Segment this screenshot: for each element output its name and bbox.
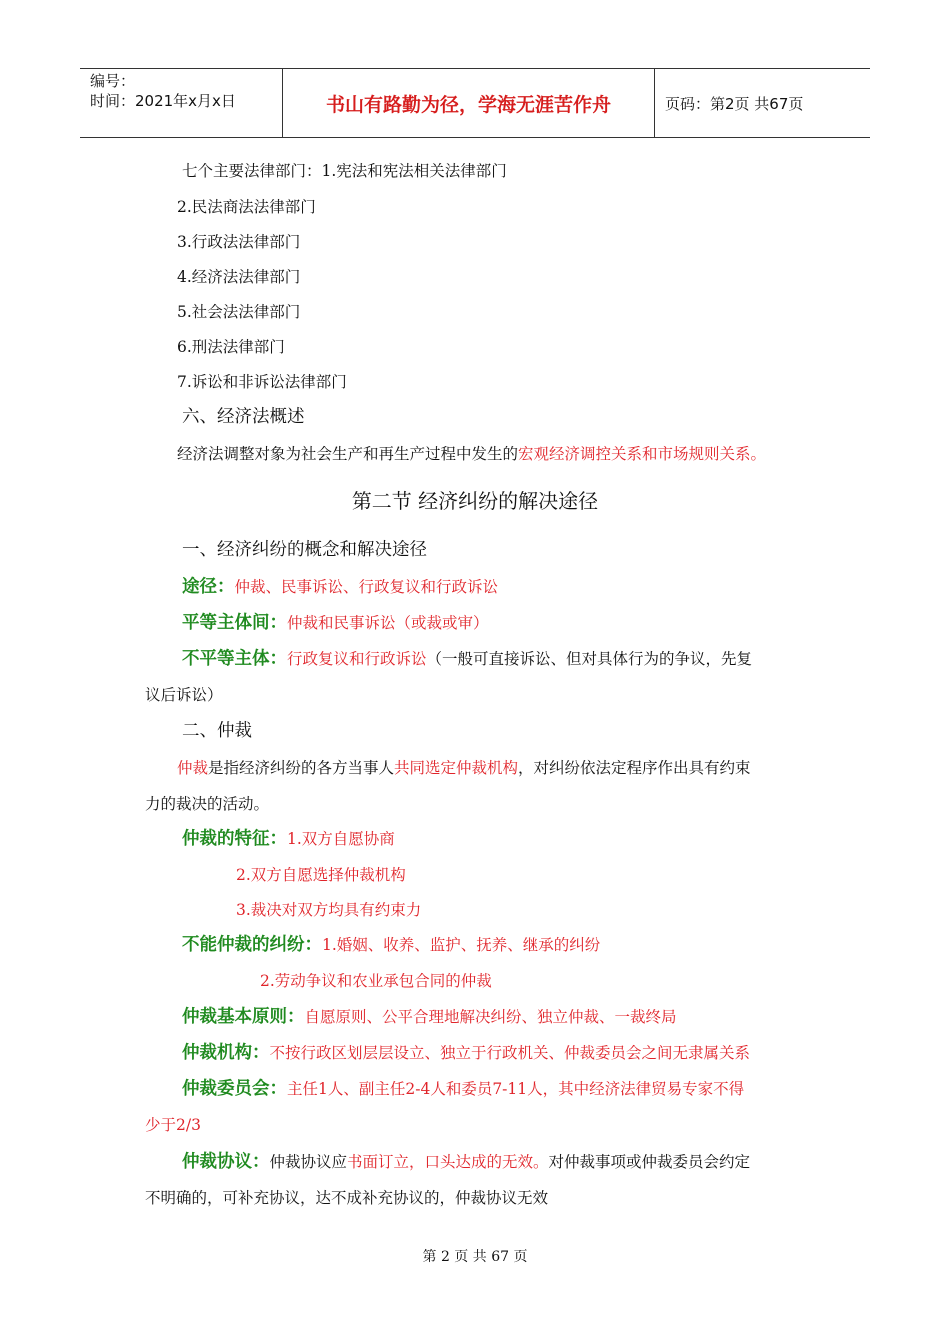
- non-arbitrable-item: 2.劳动争议和农业承包合同的仲裁: [260, 972, 492, 990]
- arbitration-definition: 仲裁是指经济纠纷的各方当事人共同选定仲裁机构，对纠纷依法定程序作出具有约束: [177, 759, 751, 777]
- law-department-item: 4.经济法法律部门: [177, 268, 301, 286]
- unequal-parties-continued: 议后诉讼）: [145, 686, 223, 704]
- document-time-label: 时间：2021年x月x日: [90, 92, 236, 110]
- arbitration-committee-continued: 少于2/3: [145, 1116, 201, 1134]
- arbitration-feature-item: 3.裁决对双方均具有约束力: [236, 901, 422, 919]
- law-department-item: 7.诉讼和非诉讼法律部门: [177, 373, 347, 391]
- equal-parties: 平等主体间：仲裁和民事诉讼（或裁或审）: [182, 613, 489, 633]
- heading-economic-law-overview: 六、经济法概述: [182, 407, 305, 427]
- page-header: [80, 68, 870, 138]
- section-title: 第二节 经济纠纷的解决途径: [351, 489, 599, 513]
- arbitration-feature-item: 2.双方自愿选择仲裁机构: [236, 866, 406, 884]
- non-arbitrable-disputes: 不能仲裁的纠纷：1.婚姻、收养、监护、抚养、继承的纠纷: [182, 935, 601, 955]
- document-number-label: 编号：: [90, 72, 136, 90]
- arbitration-institution: 仲裁机构：不按行政区划层层设立、独立于行政机关、仲裁委员会之间无隶属关系: [182, 1043, 751, 1063]
- page-footer: 第 2 页 共 67 页: [422, 1249, 528, 1265]
- header-meta: [80, 69, 282, 137]
- unequal-parties: 不平等主体：行政复议和行政诉讼（一般可直接诉讼、但对具体行为的争议，先复: [182, 649, 753, 669]
- arbitration-committee: 仲裁委员会：主任1人、副主任2-4人和委员7-11人，其中经济法律贸易专家不得: [182, 1079, 745, 1099]
- resolution-paths: 途径：仲裁、民事诉讼、行政复议和行政诉讼: [182, 577, 499, 597]
- law-department-item: 6.刑法法律部门: [177, 338, 285, 356]
- law-department-item: 2.民法商法法律部门: [177, 198, 316, 216]
- arbitration-agreement-continued: 不明确的，可补充协议，达不成补充协议的，仲裁协议无效: [145, 1189, 549, 1207]
- arbitration-principles: 仲裁基本原则：自愿原则、公平合理地解决纠纷、独立仲裁、一裁终局: [182, 1007, 677, 1027]
- arbitration-definition-continued: 力的裁决的活动。: [145, 795, 270, 813]
- economic-law-definition: 经济法调整对象为社会生产和再生产过程中发生的宏观经济调控关系和市场规则关系。: [177, 445, 767, 463]
- arbitration-agreement: 仲裁协议：仲裁协议应书面订立，口头达成的无效。对仲裁事项或仲裁委员会约定: [182, 1152, 751, 1172]
- header-slogan: 书山有路勤为径，学海无涯苦作舟: [282, 69, 655, 137]
- heading-dispute-resolution: 一、经济纠纷的概念和解决途径: [182, 540, 427, 560]
- header-page-info: 页码：第2页 共67页: [665, 94, 804, 113]
- law-departments-intro: 七个主要法律部门：1.宪法和宪法相关法律部门: [182, 162, 507, 180]
- arbitration-features: 仲裁的特征：1.双方自愿协商: [182, 829, 395, 849]
- law-department-item: 3.行政法法律部门: [177, 233, 301, 251]
- heading-arbitration: 二、仲裁: [182, 721, 252, 741]
- law-department-item: 5.社会法法律部门: [177, 303, 301, 321]
